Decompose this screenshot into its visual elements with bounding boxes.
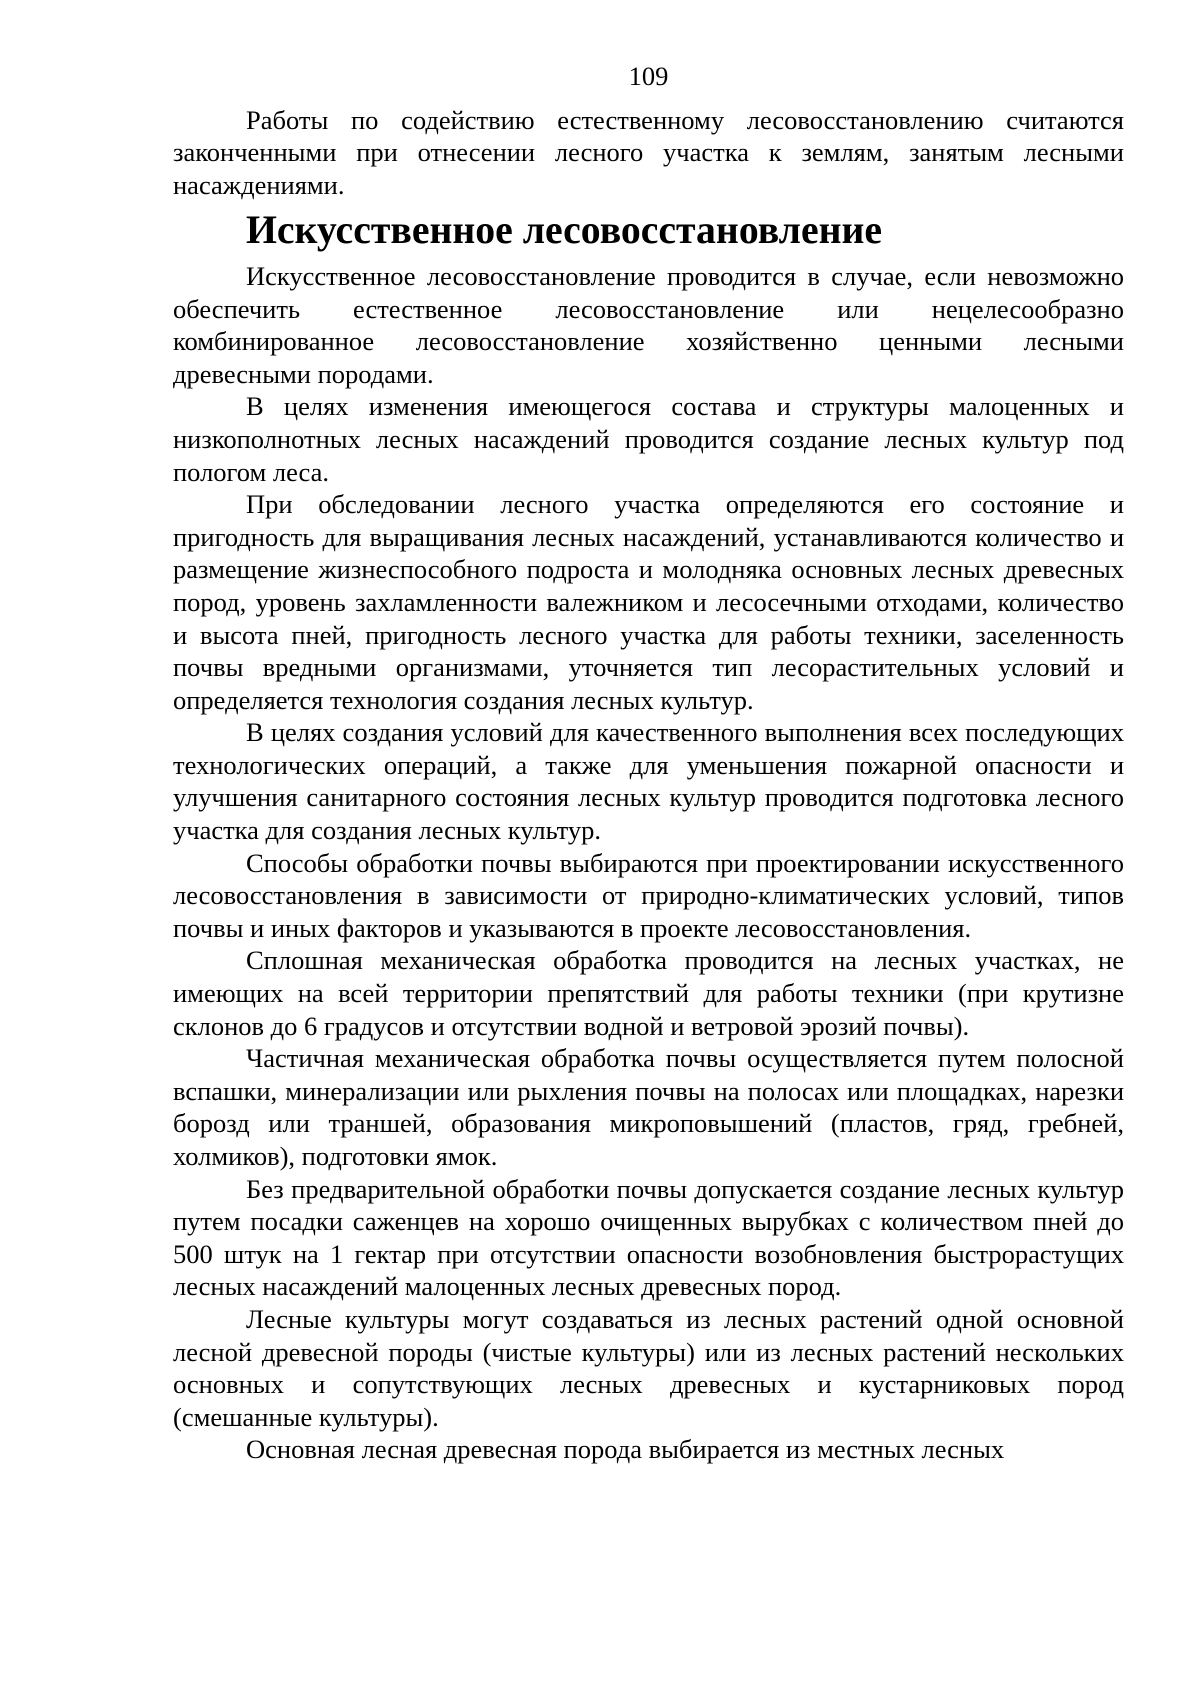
paragraph-5: Способы обработки почвы выбираются при проектировании искусственного лесовосстановления в зависимости от природно-климатических условий, типов почвы и иных факторов и указываются в проекте лесовосстановления.: [173, 847, 1124, 943]
paragraph-4: В целях создания условий для качественного выполнения всех последующих технологических операций, а также для уменьшения пожарной опасности и улучшения санитарного состояния лесных культур проводится подготовка лесного участка для создания лесных культур.: [173, 717, 1124, 846]
paragraph-1: Искусственное лесовосстановление проводится в случае, если невозможно обеспечить естественное лесовосстановление или нецелесообразно комбинированное лесовосстановление хозяйственно ценными лесными древесными породами.: [173, 260, 1124, 389]
document-page: [173, 60, 1124, 1466]
section-heading: Искусственное лесовосстановление: [246, 208, 883, 253]
paragraph-3: При обследовании лесного участка определяются его состояние и пригодность для выращивания лесных насаждений, устанавливаются количество и размещение жизнеспособного подроста и молодняка основных лесных древесных пород, уровень захламленности валежником и лесосечными отходами, количество и высота пней, пригодность лесного участка для работы техники, заселенность почвы вредными организмами, уточняется тип лесорастительных условий и определяется технология создания лесных культур.: [173, 489, 1124, 715]
paragraph-9: Лесные культуры могут создаваться из лесных растений одной основной лесной древесной породы (чистые культуры) или из лесных растений нескольких основных и сопутствующих лесных древесных и кустарниковых пород (смешанные культуры).: [173, 1303, 1124, 1432]
page-number: 109: [628, 61, 669, 91]
paragraph-2: В целях изменения имеющегося состава и структуры малоценных и низкополнотных лесных насаждений проводится создание лесных культур под пологом леса.: [173, 391, 1124, 487]
paragraph-8: Без предварительной обработки почвы допускается создание лесных культур путем посадки саженцев на хорошо очищенных вырубках с количеством пней до 500 штук на 1 гектар при отсутствии опасности возобновления быстрорастущих лесных насаждений малоценных лесных древесных пород.: [173, 1173, 1124, 1302]
paragraph-completion-criteria: Работы по содействию естественному лесовосстановлению считаются законченными при отнесении лесного участка к землям, занятым лесными насаждениями.: [173, 104, 1124, 200]
paragraph-7: Частичная механическая обработка почвы осуществляется путем полосной вспашки, минерализации или рыхления почвы на полосах или площадках, нарезки борозд или траншей, образования микроповышений (пластов, гряд, гребней, холмиков), подготовки ямок.: [173, 1043, 1124, 1171]
paragraph-6: Сплошная механическая обработка проводится на лесных участках, не имеющих на всей территории препятствий для работы техники (при крутизне склонов до 6 градусов и отсутствии водной и ветровой эрозий почвы).: [173, 945, 1124, 1041]
paragraph-10: Основная лесная древесная порода выбирается из местных лесных: [246, 1434, 1005, 1465]
